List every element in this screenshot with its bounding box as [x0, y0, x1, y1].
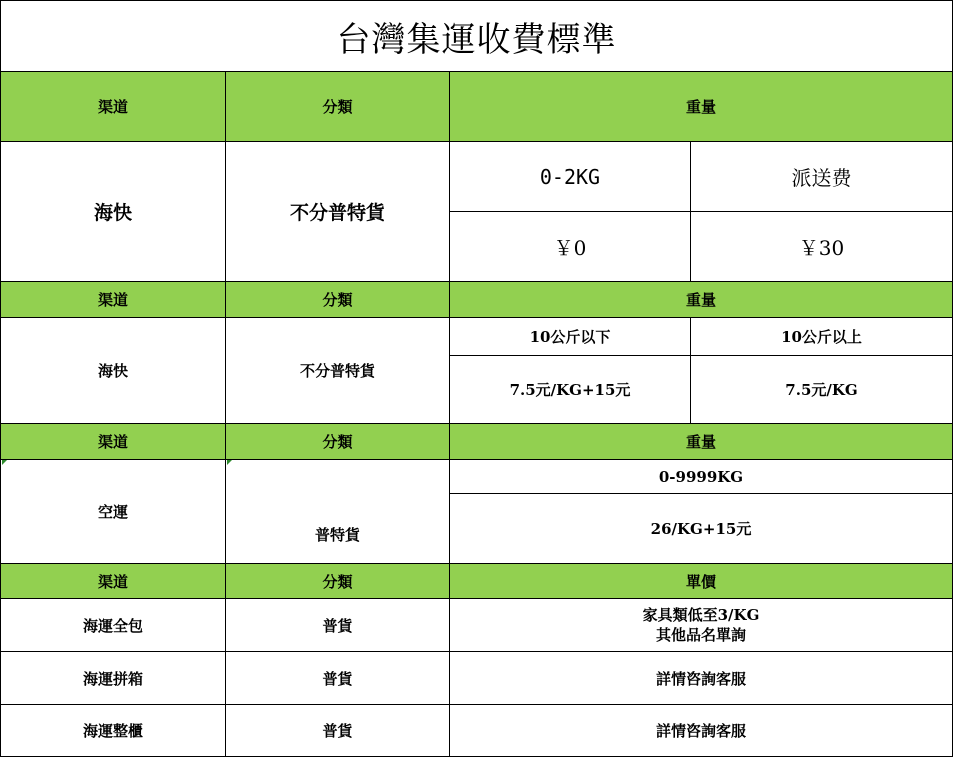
weight-price-cell: ￥0 [450, 212, 691, 282]
price-above-10kg-cell: 7.5元/KG [691, 356, 952, 424]
header-weight: 重量 [450, 72, 952, 142]
price-cell: 詳情咨詢客服 [655, 722, 746, 740]
header-channel: 渠道 [1, 282, 226, 318]
cell-corner-marker [2, 460, 7, 465]
header-category: 分類 [226, 72, 450, 142]
weight-range-cell: 0-9999KG [450, 460, 952, 494]
weight-below-10kg-cell: 10公斤以下 [450, 318, 691, 356]
header-weight: 重量 [450, 282, 952, 318]
price-line: 其他品名單詢 [655, 626, 746, 644]
header-unit-price: 單價 [450, 564, 952, 599]
header-category: 分類 [226, 424, 450, 460]
price-cell: 26/KG+15元 [450, 494, 952, 564]
header-category: 分類 [226, 564, 450, 599]
channel-cell: 海快 [1, 318, 226, 424]
channel-cell: 海運拼箱 [1, 652, 226, 705]
header-channel: 渠道 [1, 564, 226, 599]
weight-range-cell: 0-2KG [450, 142, 691, 212]
header-weight: 重量 [450, 424, 952, 460]
price-below-10kg-cell: 7.5元/KG+15元 [450, 356, 691, 424]
header-channel: 渠道 [1, 424, 226, 460]
delivery-fee-label-cell: 派送费 [691, 142, 952, 212]
channel-cell: 海快 [1, 142, 226, 282]
category-cell: 普特貨 [226, 460, 450, 564]
channel-cell: 空運 [1, 460, 226, 564]
category-cell: 普貨 [226, 599, 450, 652]
channel-cell: 海運全包 [1, 599, 226, 652]
delivery-fee-price-cell: ￥30 [691, 212, 952, 282]
page-title: 台灣集運收費標準 [1, 1, 952, 72]
price-cell: 詳情咨詢客服 [450, 652, 952, 705]
category-cell: 不分普特貨 [226, 142, 450, 282]
category-cell: 不分普特貨 [226, 318, 450, 424]
category-cell: 普貨 [226, 652, 450, 705]
category-cell: 普貨 [226, 705, 450, 756]
cell-corner-marker [227, 460, 232, 465]
channel-cell: 海運整櫃 [1, 705, 226, 756]
weight-above-10kg-cell: 10公斤以上 [691, 318, 952, 356]
header-category: 分類 [226, 282, 450, 318]
header-channel: 渠道 [1, 72, 226, 142]
price-line: 家具類低至3/KG [642, 606, 760, 624]
price-cell [450, 599, 952, 652]
